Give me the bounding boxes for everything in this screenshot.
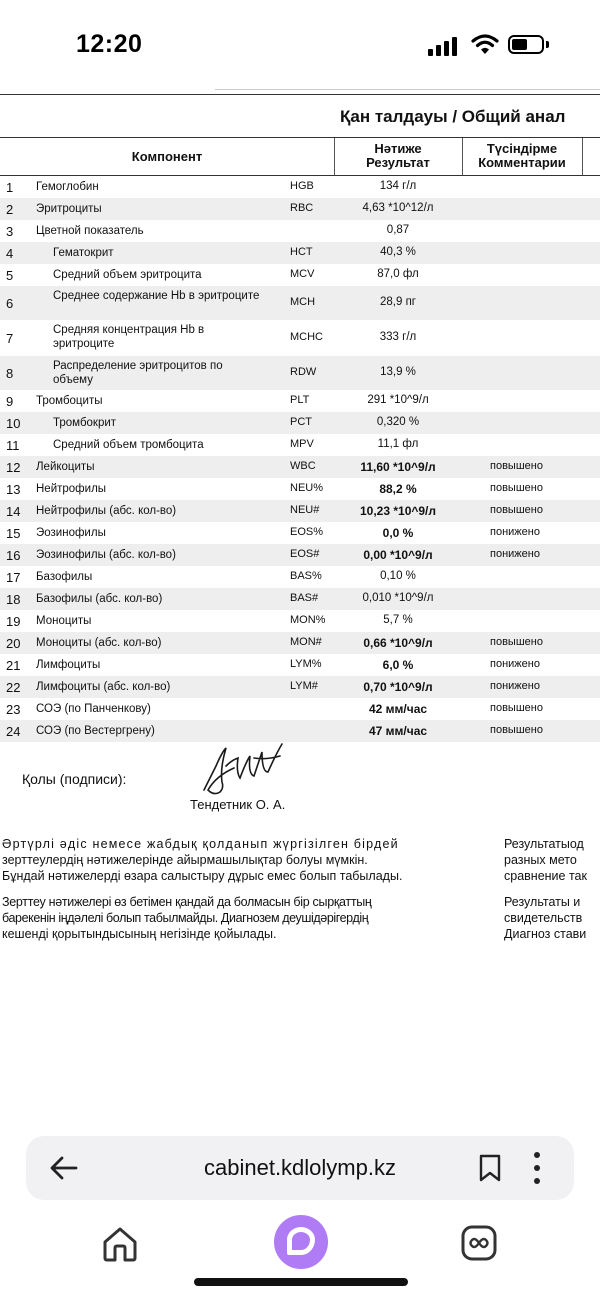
table-row	[0, 500, 600, 522]
row-name: Моноциты	[36, 615, 92, 627]
table-row	[0, 356, 600, 390]
header-comment-kz: Түсіндірме	[486, 141, 558, 156]
note-line: барекенін іңдәлелі болып табылмайды. Диагнозем деушідәрігердің	[2, 911, 369, 925]
row-name: Средний объем эритроцита	[53, 269, 202, 281]
row-number: 22	[6, 680, 21, 695]
row-name: Базофилы	[36, 571, 93, 583]
header-result-ru: Результат	[366, 155, 430, 170]
row-code: LYM#	[290, 680, 318, 692]
note-line: Результаты и	[504, 895, 581, 909]
row-name: Базофилы (абс. кол-во)	[36, 593, 163, 605]
table-row	[0, 412, 600, 434]
table-row	[0, 588, 600, 610]
alice-icon	[287, 1227, 315, 1255]
row-number: 16	[6, 548, 21, 563]
url-text[interactable]: cabinet.kdlolymp.kz	[204, 1155, 396, 1180]
note-line: зерттеулердің нәтижелерінде айырмашылықтар болуы мүмкін.	[2, 853, 368, 867]
row-code: BAS%	[290, 570, 322, 582]
table-row	[0, 390, 600, 412]
table-row	[0, 654, 600, 676]
row-number: 7	[6, 331, 14, 346]
table-row	[0, 456, 600, 478]
row-result: 0,10 %	[380, 570, 416, 582]
row-result: 0,00 *10^9/л	[363, 548, 433, 562]
row-result: 47 мм/час	[368, 724, 428, 738]
note-line: Результатыод	[504, 837, 584, 851]
row-name: Эритроциты	[36, 203, 102, 215]
row-name: СОЭ (по Вестергрену)	[36, 725, 155, 737]
row-comment: повышено	[490, 482, 543, 494]
table-row	[0, 264, 600, 286]
bottom-navigation	[0, 1205, 600, 1300]
row-name: Средний объем тромбоцита	[53, 439, 204, 451]
row-comment: повышено	[490, 504, 543, 516]
document-title: Қан талдауы / Общий анал	[340, 107, 566, 126]
signature-image	[196, 738, 292, 798]
row-name: Цветной показатель	[36, 225, 144, 237]
row-code: LYM%	[290, 658, 322, 670]
table-row	[0, 610, 600, 632]
row-code: PCT	[290, 416, 312, 428]
row-result: 87,0 фл	[377, 268, 419, 280]
row-name: Средняя концентрация Hb в эритроците	[53, 324, 205, 350]
row-code: HCT	[290, 246, 313, 258]
row-name: Лимфоциты	[36, 659, 101, 671]
row-number: 15	[6, 526, 21, 541]
document-page[interactable]	[0, 78, 600, 1118]
row-comment: повышено	[490, 460, 543, 472]
row-number: 14	[6, 504, 21, 519]
note-line: разных мето	[504, 853, 577, 867]
row-number: 12	[6, 460, 21, 475]
row-code: EOS#	[290, 548, 320, 560]
row-code: EOS%	[290, 526, 324, 538]
header-component: Компонент	[131, 149, 203, 164]
row-result: 333 г/л	[379, 331, 417, 343]
note-kz-1	[2, 836, 496, 884]
row-result: 0,66 *10^9/л	[363, 636, 433, 650]
row-code: MCHC	[290, 331, 323, 343]
row-result: 0,010 *10^9/л	[362, 592, 434, 604]
table-row	[0, 566, 600, 588]
row-name: Эозинофилы	[36, 527, 106, 539]
row-comment: понижено	[490, 680, 540, 692]
table-row	[0, 544, 600, 566]
row-code: PLT	[290, 394, 310, 406]
table-row	[0, 632, 600, 654]
home-icon[interactable]	[100, 1224, 140, 1264]
row-name: Лейкоциты	[36, 461, 95, 473]
row-number: 24	[6, 724, 21, 739]
table-row	[0, 220, 600, 242]
row-code: MCV	[290, 268, 315, 280]
row-code: MCH	[290, 296, 316, 308]
row-number: 1	[6, 180, 14, 195]
note-kz-2	[2, 894, 496, 942]
row-number: 5	[6, 268, 14, 283]
table-row	[0, 676, 600, 698]
status-time: 12:20	[76, 30, 143, 58]
battery-icon	[508, 35, 544, 54]
row-name: Эозинофилы (абс. кол-во)	[36, 549, 176, 561]
row-number: 11	[6, 438, 20, 453]
cropped-header-line	[215, 80, 600, 90]
row-name: Нейтрофилы	[36, 483, 107, 495]
table-row	[0, 478, 600, 500]
row-number: 21	[6, 658, 21, 673]
row-result: 6,0 %	[382, 658, 414, 672]
row-name: Гемоглобин	[36, 181, 99, 193]
row-comment: повышено	[490, 636, 543, 648]
title-row	[0, 94, 600, 138]
note-line: Бұндай нәтижелерді өзара салыстыру дұрыс емес болып табылады.	[2, 869, 403, 883]
row-code: NEU#	[290, 504, 320, 516]
row-name: Тромбокрит	[53, 417, 117, 429]
home-indicator[interactable]	[194, 1278, 408, 1286]
row-result: 28,9 пг	[380, 296, 416, 308]
row-result: 0,0 %	[382, 526, 414, 540]
row-number: 10	[6, 416, 21, 431]
table-row	[0, 198, 600, 220]
row-code: HGB	[290, 180, 314, 192]
row-number: 3	[6, 224, 14, 239]
row-code: RBC	[290, 202, 314, 214]
note-line: Әртүрлі әдіс немесе жабдық қолданып жүргізілген бірдей	[2, 837, 399, 851]
header-comment-ru: Комментарии	[478, 155, 566, 170]
row-number: 13	[6, 482, 21, 497]
row-result: 0,320 %	[376, 416, 420, 428]
header-result	[334, 138, 462, 176]
row-name: Среднее содержание Hb в эритроците	[53, 290, 260, 302]
table-row	[0, 698, 600, 720]
row-result: 5,7 %	[383, 614, 413, 626]
row-result: 0,70 *10^9/л	[363, 680, 433, 694]
row-comment: понижено	[490, 548, 540, 560]
signature-label: Қолы (подписи):	[22, 771, 127, 787]
signer-name: Тендетник О. А.	[190, 797, 286, 812]
note-line: кешенді қорытындысының негізінде қойылады.	[2, 927, 277, 941]
table-row	[0, 286, 600, 320]
table-row	[0, 720, 600, 742]
row-number: 9	[6, 394, 14, 409]
row-number: 18	[6, 592, 21, 607]
row-name: Гематокрит	[53, 247, 114, 259]
status-bar	[0, 0, 600, 88]
row-code: RDW	[290, 366, 317, 378]
status-icons	[428, 34, 558, 56]
note-line: сравнение так	[504, 869, 587, 883]
row-number: 20	[6, 636, 21, 651]
row-number: 2	[6, 202, 14, 217]
note-line: Диагноз стави	[504, 927, 587, 941]
bookmark-icon[interactable]	[478, 1153, 502, 1183]
row-name: СОЭ (по Панченкову)	[36, 703, 151, 715]
row-name: Распределение эритроцитов по объему	[53, 360, 223, 386]
row-name: Моноциты (абс. кол-во)	[36, 637, 162, 649]
note-line: Зерттеу нәтижелері өз бетімен қандай да болмасын бір сырқаттың	[2, 895, 372, 909]
row-number: 8	[6, 366, 14, 381]
row-result: 88,2 %	[379, 482, 417, 496]
row-code: MON%	[290, 614, 326, 626]
note-ru-1	[504, 836, 587, 884]
row-number: 23	[6, 702, 21, 717]
row-name: Лимфоциты (абс. кол-во)	[36, 681, 171, 693]
row-number: 19	[6, 614, 21, 629]
wifi-icon	[471, 34, 499, 55]
row-result: 40,3 %	[380, 246, 416, 258]
row-comment: повышено	[490, 724, 543, 736]
row-number: 17	[6, 570, 21, 585]
more-options-icon[interactable]	[532, 1150, 542, 1186]
table-row	[0, 242, 600, 264]
note-line: свидетельств	[504, 911, 583, 925]
row-code: MON#	[290, 636, 322, 648]
tabs-icon[interactable]	[460, 1224, 498, 1262]
row-comment: повышено	[490, 702, 543, 714]
row-result: 11,1 фл	[377, 438, 419, 450]
row-name: Тромбоциты	[36, 395, 103, 407]
row-code: NEU%	[290, 482, 324, 494]
row-result: 291 *10^9/л	[367, 394, 429, 406]
row-number: 6	[6, 296, 14, 311]
row-name: Нейтрофилы (абс. кол-во)	[36, 505, 177, 517]
row-comment: понижено	[490, 658, 540, 670]
header-comment	[462, 138, 582, 176]
alice-assistant-button[interactable]	[274, 1215, 328, 1269]
row-result: 4,63 *10^12/л	[362, 202, 434, 214]
row-result: 134 г/л	[379, 180, 417, 192]
row-code: MPV	[290, 438, 314, 450]
row-result: 11,60 *10^9/л	[360, 460, 436, 474]
row-comment: понижено	[490, 526, 540, 538]
header-result-kz: Нәтиже	[374, 141, 422, 156]
note-ru-2	[504, 894, 586, 942]
row-number: 4	[6, 246, 14, 261]
row-code: BAS#	[290, 592, 319, 604]
row-result: 0,87	[386, 224, 410, 236]
table-row	[0, 522, 600, 544]
table-row	[0, 176, 600, 198]
row-result: 10,23 *10^9/л	[359, 504, 437, 518]
table-row	[0, 320, 600, 356]
row-result: 13,9 %	[380, 366, 416, 378]
address-bar[interactable]	[26, 1136, 574, 1200]
row-code: WBC	[290, 460, 316, 472]
table-row	[0, 434, 600, 456]
row-result: 42 мм/час	[368, 702, 428, 716]
